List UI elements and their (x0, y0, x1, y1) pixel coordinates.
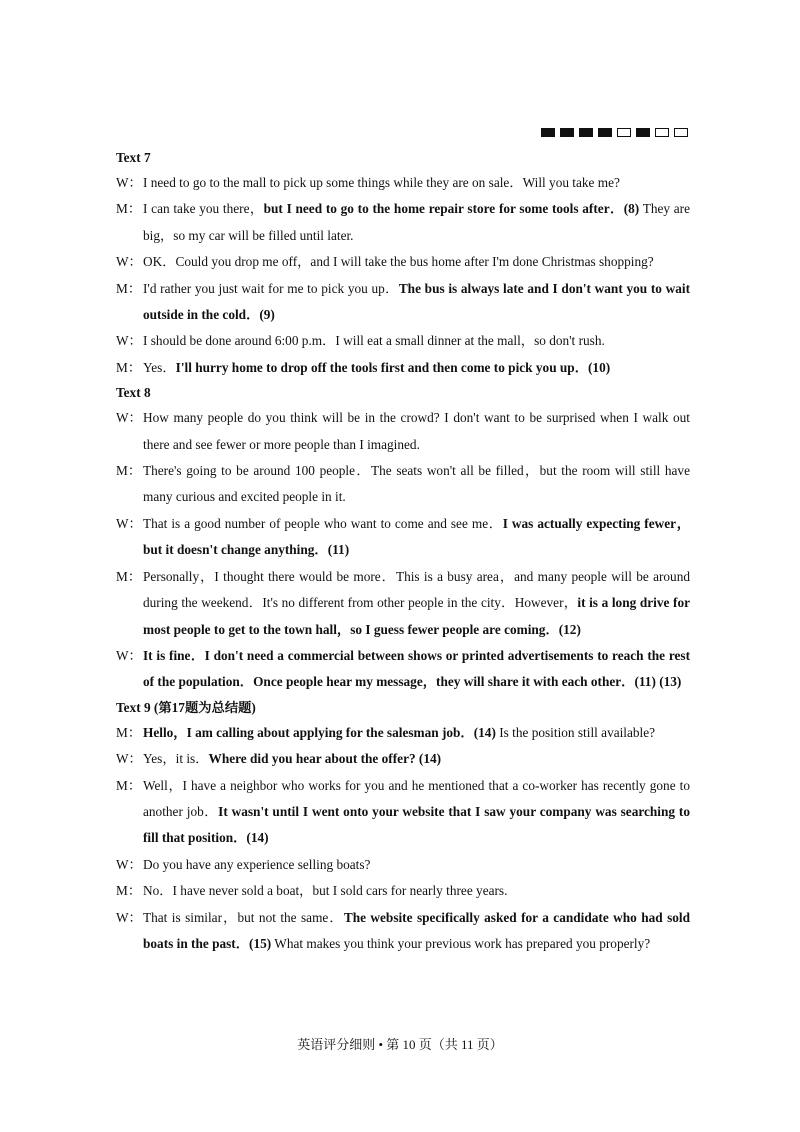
dialogue-text (143, 196, 690, 249)
dialogue-line (116, 564, 690, 643)
answer-key-text: it is a long drive for most people to get to the town hall，so I guess fewer people are coming．(12) (143, 595, 690, 637)
dialogue-segment: OK．Could you drop me off，and I will take the bus home after I'm done Christmas shopping? (143, 254, 654, 270)
dialogue-line (116, 355, 690, 381)
dialogue-segment: Is the position still available? (495, 724, 656, 740)
dialogue-text (143, 170, 690, 196)
speaker-label: W： (116, 410, 142, 426)
speaker-label: W： (116, 515, 142, 531)
speaker-label: M： (116, 724, 142, 740)
empty-square-mark (674, 128, 688, 137)
dialogue-text (143, 720, 690, 746)
dialogue-text (143, 878, 690, 904)
dialogue-text (143, 328, 690, 354)
dialogue-text (143, 511, 690, 564)
dialogue-segment: I should be done around 6:00 p.m．I will eat a small dinner at the mall，so don't rush. (143, 333, 605, 349)
dialogue-segment: They are big，so my car will be filled until later. (143, 201, 691, 243)
dialogue-segment: Well，I have a neighbor who works for you and he mentioned that a co-worker has recently gone to another job． (143, 777, 690, 819)
dialogue-line (116, 328, 690, 354)
dialogue-segment: Yes． (143, 359, 176, 375)
dialogue-text (143, 458, 690, 511)
dialogue-line (116, 746, 690, 772)
dialogue-line (116, 511, 690, 564)
answer-key-text: I'll hurry home to drop off the tools first and then come to pick you up．(10) (175, 359, 611, 375)
answer-key-text: The website specifically asked for a candidate who had sold boats in the past．(15) (143, 909, 690, 951)
answer-key-text: Hello，I am calling about applying for the salesman job．(14) (143, 724, 496, 740)
speaker-label: M： (116, 280, 142, 296)
dialogue-line (116, 878, 690, 904)
filled-square-mark (560, 128, 574, 137)
dialogue-segment: I need to go to the mall to pick up some things while they are on sale．Will you take me? (143, 175, 620, 190)
speaker-label: M： (116, 777, 142, 793)
speaker-label: M： (116, 463, 142, 479)
dialogue-segment: There's going to be around 100 people．The seats won't all be filled，but the room will still have many curious and excited people in it. (143, 463, 690, 505)
dialogue-line (116, 276, 690, 329)
speaker-label: W： (116, 254, 142, 270)
filled-square-mark (579, 128, 593, 137)
dialogue-text (143, 773, 690, 852)
empty-square-mark (617, 128, 631, 137)
dialogue-text (143, 746, 690, 772)
dialogue-line (116, 720, 690, 746)
dialogue-text (143, 405, 690, 458)
dialogue-segment: Personally，I thought there would be more．This is a busy area，and many people will be around during the weekend．It's no different from other people in the city．However， (143, 568, 690, 611)
speaker-label: W： (116, 175, 142, 190)
dialogue-segment: What makes you think your previous work has prepared you properly? (271, 935, 651, 951)
answer-key-text: I was actually expecting fewer，but it doesn't change anything．(11) (143, 515, 691, 558)
dialogue-line (116, 405, 690, 458)
page-footer: 英语评分细则 • 第 10 页（共 11 页） (297, 1037, 503, 1052)
filled-square-mark (541, 128, 555, 137)
section-title: Text 9 (第17题为总结题) (116, 699, 256, 715)
answer-key-text: but I need to go to the home repair store for some tools after．(8) (263, 201, 640, 217)
transcript (116, 146, 690, 957)
dialogue-line (116, 249, 690, 275)
answer-key-text: It wasn't until I went onto your website that I saw your company was searching to fill that position．(14) (143, 803, 690, 846)
dialogue-text (143, 643, 690, 696)
dialogue-segment: Yes，it is． (143, 751, 209, 767)
dialogue-text (143, 852, 690, 878)
filled-square-mark (636, 128, 650, 137)
dialogue-text (143, 276, 690, 329)
speaker-label: W： (116, 647, 142, 663)
section-title: Text 8 (116, 385, 151, 401)
dialogue-line (116, 170, 690, 196)
answer-key-text: Where did you hear about the offer? (14) (208, 751, 442, 767)
dialogue-text (143, 355, 690, 381)
speaker-label: W： (116, 333, 142, 349)
dialogue-segment: I can take you there， (143, 201, 264, 217)
speaker-label: W： (116, 856, 142, 872)
dialogue-line (116, 773, 690, 852)
empty-square-mark (655, 128, 669, 137)
dialogue-segment: I'd rather you just wait for me to pick you up． (143, 280, 399, 296)
dialogue-line (116, 643, 690, 696)
speaker-label: W： (116, 909, 142, 925)
dialogue-text (143, 905, 690, 958)
section-title: Text 7 (116, 150, 151, 165)
dialogue-line (116, 852, 690, 878)
speaker-label: M： (116, 201, 142, 217)
dialogue-segment: No．I have never sold a boat，but I sold cars for nearly three years. (143, 883, 508, 899)
dialogue-line (116, 905, 690, 958)
filled-square-mark (598, 128, 612, 137)
speaker-label: W： (116, 751, 142, 767)
answer-key-text: The bus is always late and I don't want you to wait outside in the cold．(9) (143, 280, 690, 323)
answer-key-text: It is fine．I don't need a commercial between shows or printed advertisements to reach the rest of the population．Once people hear my message，they will share it with each other．(11) (13) (143, 647, 690, 690)
speaker-label: M： (116, 568, 142, 584)
dialogue-line (116, 458, 690, 511)
dialogue-segment: That is a good number of people who want to come and see me． (143, 515, 503, 531)
dialogue-line (116, 196, 690, 249)
speaker-label: M： (116, 359, 142, 375)
dialogue-text (143, 249, 690, 275)
section-progress-marks (541, 128, 688, 137)
dialogue-segment: Do you have any experience selling boats? (143, 856, 371, 872)
dialogue-text (143, 564, 690, 643)
speaker-label: M： (116, 883, 142, 899)
dialogue-segment: How many people do you think will be in the crowd? I don't want to be surprised when I walk out there and see fewer or more people than I imagined. (143, 410, 690, 452)
dialogue-segment: That is similar，but not the same． (143, 909, 344, 925)
